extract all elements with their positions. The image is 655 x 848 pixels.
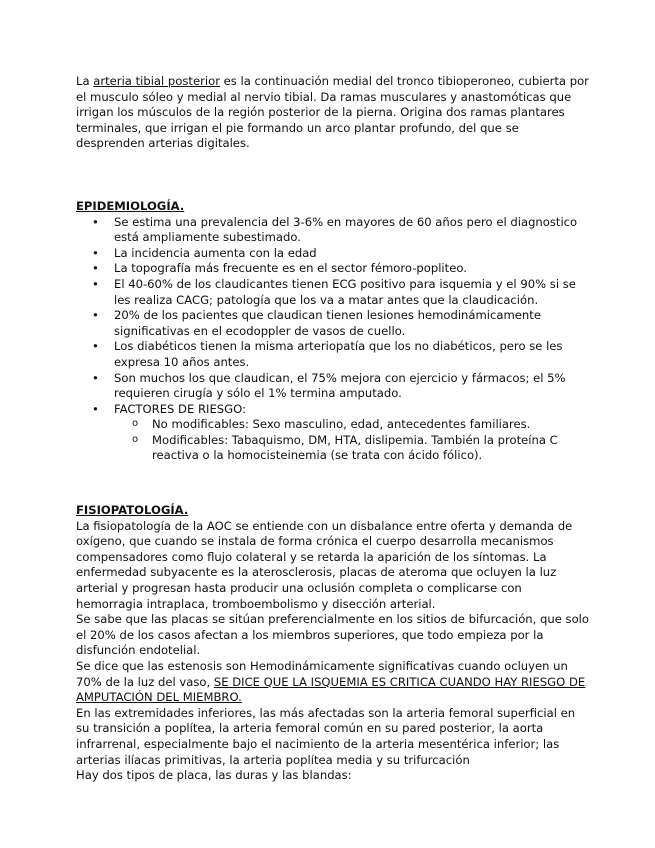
intro-text-rest: es la continuación medial del tronco tibioperoneo, cubierta por el musculo sóleo y medial al nervio tibial. Da ramas musculares y anastomóticas que irrigan los músculos de la región posterior de la pierna. Origina dos ramas plantares terminales, que irrigan el pie formando un arco plantar profundo, del que se desprenden arterias digitales. <box>76 74 589 151</box>
fisiopatologia-paragraph-3 <box>76 659 591 706</box>
list-item: • 20% de los pacientes que claudican tienen lesiones hemodinámicamente significativas en el ecodoppler de vasos de cuello. <box>76 308 591 339</box>
arteria-tibial-posterior-link: arteria tibial posterior <box>93 74 220 88</box>
intro-text-start: La <box>76 74 94 88</box>
list-item: • La topografía más frecuente es en el sector fémoro-popliteo. <box>76 261 591 277</box>
isquemia-critica-text: SE DICE QUE LA ISQUEMIA ES CRITICA CUANDO HAY RIESGO DE AMPUTACIÓN DEL MIEMBRO. <box>76 674 586 705</box>
intro-paragraph <box>76 74 591 152</box>
factores-riesgo-list <box>76 417 591 464</box>
sub-list-item: o Modificables: Tabaquismo, DM, HTA, dislipemia. También la proteína C reactiva o la homocisteinemia (se trata con ácido fólico). <box>76 433 591 464</box>
fisiopatologia-paragraph-2: Se sabe que las placas se sitúan preferencialmente en los sitios de bifurcación, que solo el 20% de los casos afectan a los miembros superiores, que todo empieza por la disfunción endotelial. <box>76 612 590 658</box>
fisiopatologia-paragraph-5: Hay dos tipos de placa, las duras y las blandas: <box>76 768 352 783</box>
document-page <box>76 74 591 784</box>
list-item: • Se estima una prevalencia del 3-6% en mayores de 60 años pero el diagnostico está ampliamente subestimado. <box>76 215 591 246</box>
fisiopatologia-paragraph-4: En las extremidades inferiores, las más afectadas son la arteria femoral superficial en su transición a poplítea, la arteria femoral común en su pared posterior, la aorta infrarrenal, especialmente bajo el nacimiento de la arteria mesentérica inferior; las arterias ilíacas primitivas, la arteria poplítea media y su trifurcación <box>76 705 576 767</box>
list-item: • FACTORES DE RIESGO: <box>76 402 591 418</box>
estenosis-text: Se dice que las estenosis son Hemodinámicamente significativas cuando ocluyen un 70% de la luz del vaso, <box>76 659 568 689</box>
epidemiologia-heading: EPIDEMIOLOGÍA. <box>76 198 185 213</box>
sub-list-item: o No modificables: Sexo masculino, edad, antecedentes familiares. <box>76 417 591 433</box>
fisiopatologia-heading: FISIOPATOLOGÍA. <box>76 503 189 518</box>
fisiopatologia-paragraph-1: La fisiopatología de la AOC se entiende con un disbalance entre oferta y demanda de oxígeno, que cuando se instala de forma crónica el cuerpo desarrolla mecanismos compensadores como flujo colateral y se retarda la aparición de los síntomas. La enfermedad subyacente es la aterosclerosis, placas de ateroma que ocluyen la luz arterial y progresan hasta producir una oclusión completa o complicarse con hemorragia intraplaca, tromboembolismo y disección arterial. <box>76 518 573 611</box>
epidemiologia-list <box>76 215 591 418</box>
list-item: • Son muchos los que claudican, el 75% mejora con ejercicio y fármacos; el 5% requieren cirugía y sólo el 1% termina amputado. <box>76 371 591 402</box>
list-item: • La incidencia aumenta con la edad <box>76 246 591 262</box>
list-item: • Los diabéticos tienen la misma arteriopatía que los no diabéticos, pero se les expresa 10 años antes. <box>76 339 591 370</box>
list-item: • El 40-60% de los claudicantes tienen ECG positivo para isquemia y el 90% si se les realiza CACG; patología que los va a matar antes que la claudicación. <box>76 277 591 308</box>
